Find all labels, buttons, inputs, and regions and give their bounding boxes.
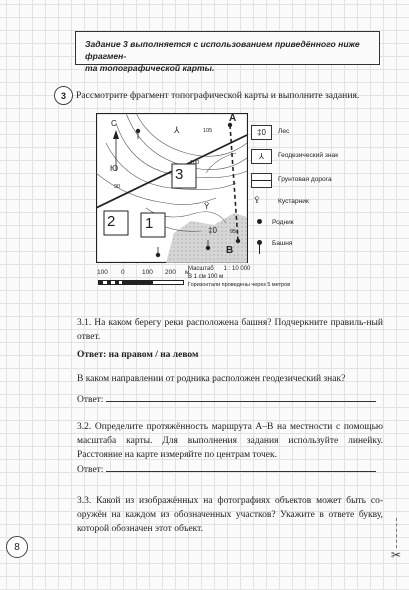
scale-cm: В 1 см 100 м xyxy=(188,274,224,280)
shrub-icon: Ϋ xyxy=(254,196,260,205)
scale-tick-label: 0 xyxy=(121,269,125,276)
scale-ratio: Масштаб 1 : 10 000 xyxy=(188,266,251,272)
contour-90-label: 90 xyxy=(114,184,121,190)
contour-105-label: 105 xyxy=(203,128,213,134)
answer-3-1-b-field[interactable] xyxy=(106,401,376,402)
road-line-icon xyxy=(252,180,271,181)
area-1-label: 1 xyxy=(145,215,154,232)
scale-tick-label: 100 xyxy=(142,269,153,276)
svg-text:‡0: ‡0 xyxy=(208,226,217,235)
legend-forest-label: Лес xyxy=(278,128,290,135)
legend-road-label: Грунтовая дорога xyxy=(278,176,332,183)
legend-spring-label: Родник xyxy=(272,219,294,226)
task-instruction-box xyxy=(75,31,380,73)
area-2-label: 2 xyxy=(107,213,116,230)
legend-shrub-label: Кустарник xyxy=(278,198,309,205)
scale-bar-right xyxy=(122,280,184,285)
legend-tower-label: Башня xyxy=(272,240,293,247)
scale-unit: м xyxy=(185,269,190,276)
question-3-2: 3.2. Определите протяжённость маршрута А–В на местности с помощью масштаба карты. Для выполнения задания используйте линейку. Расстояние на карте измеряйте по центрам точек. xyxy=(77,422,383,460)
instruction-line-1: Задание 3 выполняется с использованием приведённого ниже фрагмен- xyxy=(85,39,360,61)
question-3-1: 3.1. На каком берегу реки расположена башня? Подчеркните правиль-ный ответ. xyxy=(77,318,383,342)
page-number: 8 xyxy=(6,536,28,558)
question-3-3: 3.3. Какой из изображённых на фотографиях объектов может быть со-оружён на каждом из обозначенных участков? Укажите в ответе букву, которой обозначен этот объект. xyxy=(77,496,383,534)
svg-text:Ϋ: Ϋ xyxy=(204,202,210,211)
answer-label: Ответ: xyxy=(77,395,104,405)
scissors-icon: ✂ xyxy=(391,548,402,562)
contour-100-label: 100 xyxy=(190,160,200,166)
answer-label: Ответ: xyxy=(77,465,104,475)
tower-icon-stem xyxy=(259,245,260,254)
scale-tick-label: 100 xyxy=(97,269,108,276)
scale-tick-label: 200 xyxy=(165,269,176,276)
compass-north-label: С xyxy=(111,119,117,128)
legend-geodesic-symbol: ⅄ xyxy=(251,149,272,164)
cut-line xyxy=(396,518,397,548)
question-3-1-b: В каком направлении от родника расположен геодезический знак? xyxy=(77,374,346,384)
contour-95-label: 95 xyxy=(230,229,237,235)
task-number-badge: 3 xyxy=(54,86,73,105)
instruction-line-2: та топографической карты. xyxy=(85,63,215,73)
spring-icon xyxy=(257,219,262,224)
scale-bar-left xyxy=(98,280,124,285)
svg-text:⅄: ⅄ xyxy=(174,125,180,135)
legend-forest-symbol: ‡0 xyxy=(251,125,272,140)
area-3-label: 3 xyxy=(175,166,184,183)
compass-south-label: Ю xyxy=(110,164,119,173)
legend-geodesic-label: Геодезический знак xyxy=(278,152,339,159)
answer-3-2-row xyxy=(77,465,376,475)
contour-interval-note: Горизонтали проведены через 5 метров xyxy=(188,282,291,288)
answer-3-1-b-row xyxy=(77,395,376,405)
point-a-label: A xyxy=(229,113,237,124)
task-intro: Рассмотрите фрагмент топографической карты и выполните задания. xyxy=(76,90,360,101)
legend-road-symbol xyxy=(251,173,272,188)
answer-3-2-field[interactable] xyxy=(106,471,376,472)
point-b-label: B xyxy=(226,245,234,256)
answer-3-1: Ответ: на правом / на левом xyxy=(77,350,199,360)
